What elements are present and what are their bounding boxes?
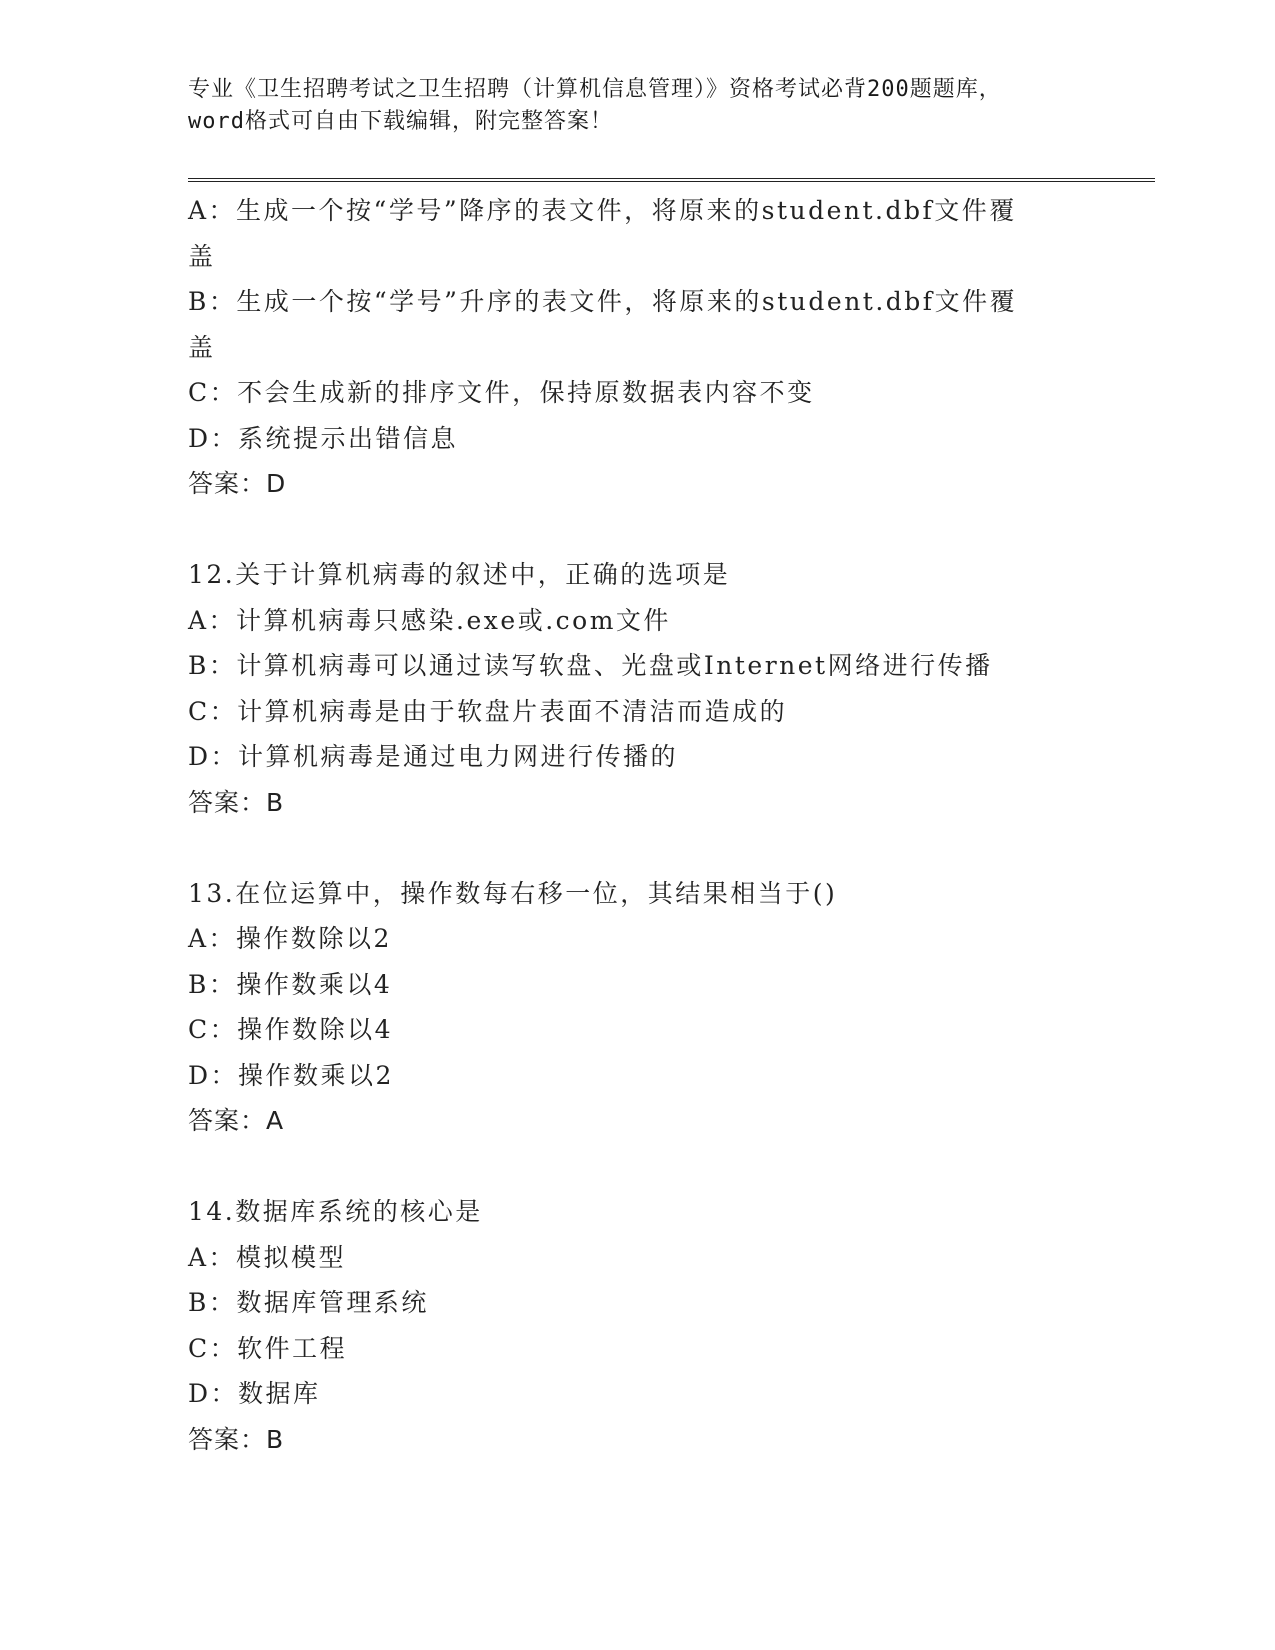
question-stem: 14.数据库系统的核心是 <box>188 1197 483 1226</box>
answer: 答案：B <box>188 787 285 817</box>
question-spacer <box>188 1144 1088 1190</box>
option-b: B：计算机病毒可以通过读写软盘、光盘或Internet网络进行传播 <box>188 651 993 680</box>
option-c: C：软件工程 <box>188 1333 348 1363</box>
option-b-wrap: 盖 <box>188 332 216 362</box>
option-b: B：数据库管理系统 <box>188 1288 429 1317</box>
option-a: A：生成一个按“学号”降序的表文件，将原来的student.dbf文件覆 <box>188 196 1017 225</box>
header-divider <box>188 178 1155 182</box>
header-title-line-2: word格式可自由下载编辑，附完整答案！ <box>188 109 613 134</box>
option-a: A：模拟模型 <box>188 1242 347 1272</box>
option-a: A：计算机病毒只感染.exe或.com文件 <box>188 605 671 635</box>
document-header <box>188 74 1088 138</box>
header-title-line-1: 专业《卫生招聘考试之卫生招聘（计算机信息管理）》资格考试必背200题题库， <box>188 77 1002 102</box>
option-d: D：计算机病毒是通过电力网进行传播的 <box>188 742 679 771</box>
question-stem: 13.在位运算中，操作数每右移一位，其结果相当于() <box>188 878 838 908</box>
option-c: C：计算机病毒是由于软盘片表面不清洁而造成的 <box>188 696 788 726</box>
question-spacer <box>188 507 1088 553</box>
option-a-wrap: 盖 <box>188 241 216 271</box>
question-stem: 12.关于计算机病毒的叙述中，正确的选项是 <box>188 560 731 589</box>
question-14 <box>188 1189 1088 1462</box>
option-b: B：生成一个按“学号”升序的表文件，将原来的student.dbf文件覆 <box>188 287 1018 316</box>
option-d: D：数据库 <box>188 1379 321 1408</box>
answer: 答案：D <box>188 469 287 498</box>
option-a: A：操作数除以2 <box>188 924 392 953</box>
answer: 答案：B <box>188 1424 285 1454</box>
question-12 <box>188 552 1088 825</box>
question-spacer <box>188 825 1088 871</box>
answer: 答案：A <box>188 1106 285 1135</box>
option-d: D：操作数乘以2 <box>188 1060 394 1090</box>
option-c: C：不会生成新的排序文件，保持原数据表内容不变 <box>188 378 815 407</box>
question-11 <box>188 188 1088 507</box>
question-list <box>188 188 1088 1462</box>
option-b: B：操作数乘以4 <box>188 969 393 999</box>
option-d: D：系统提示出错信息 <box>188 423 459 453</box>
question-13 <box>188 871 1088 1144</box>
option-c: C：操作数除以4 <box>188 1015 394 1044</box>
